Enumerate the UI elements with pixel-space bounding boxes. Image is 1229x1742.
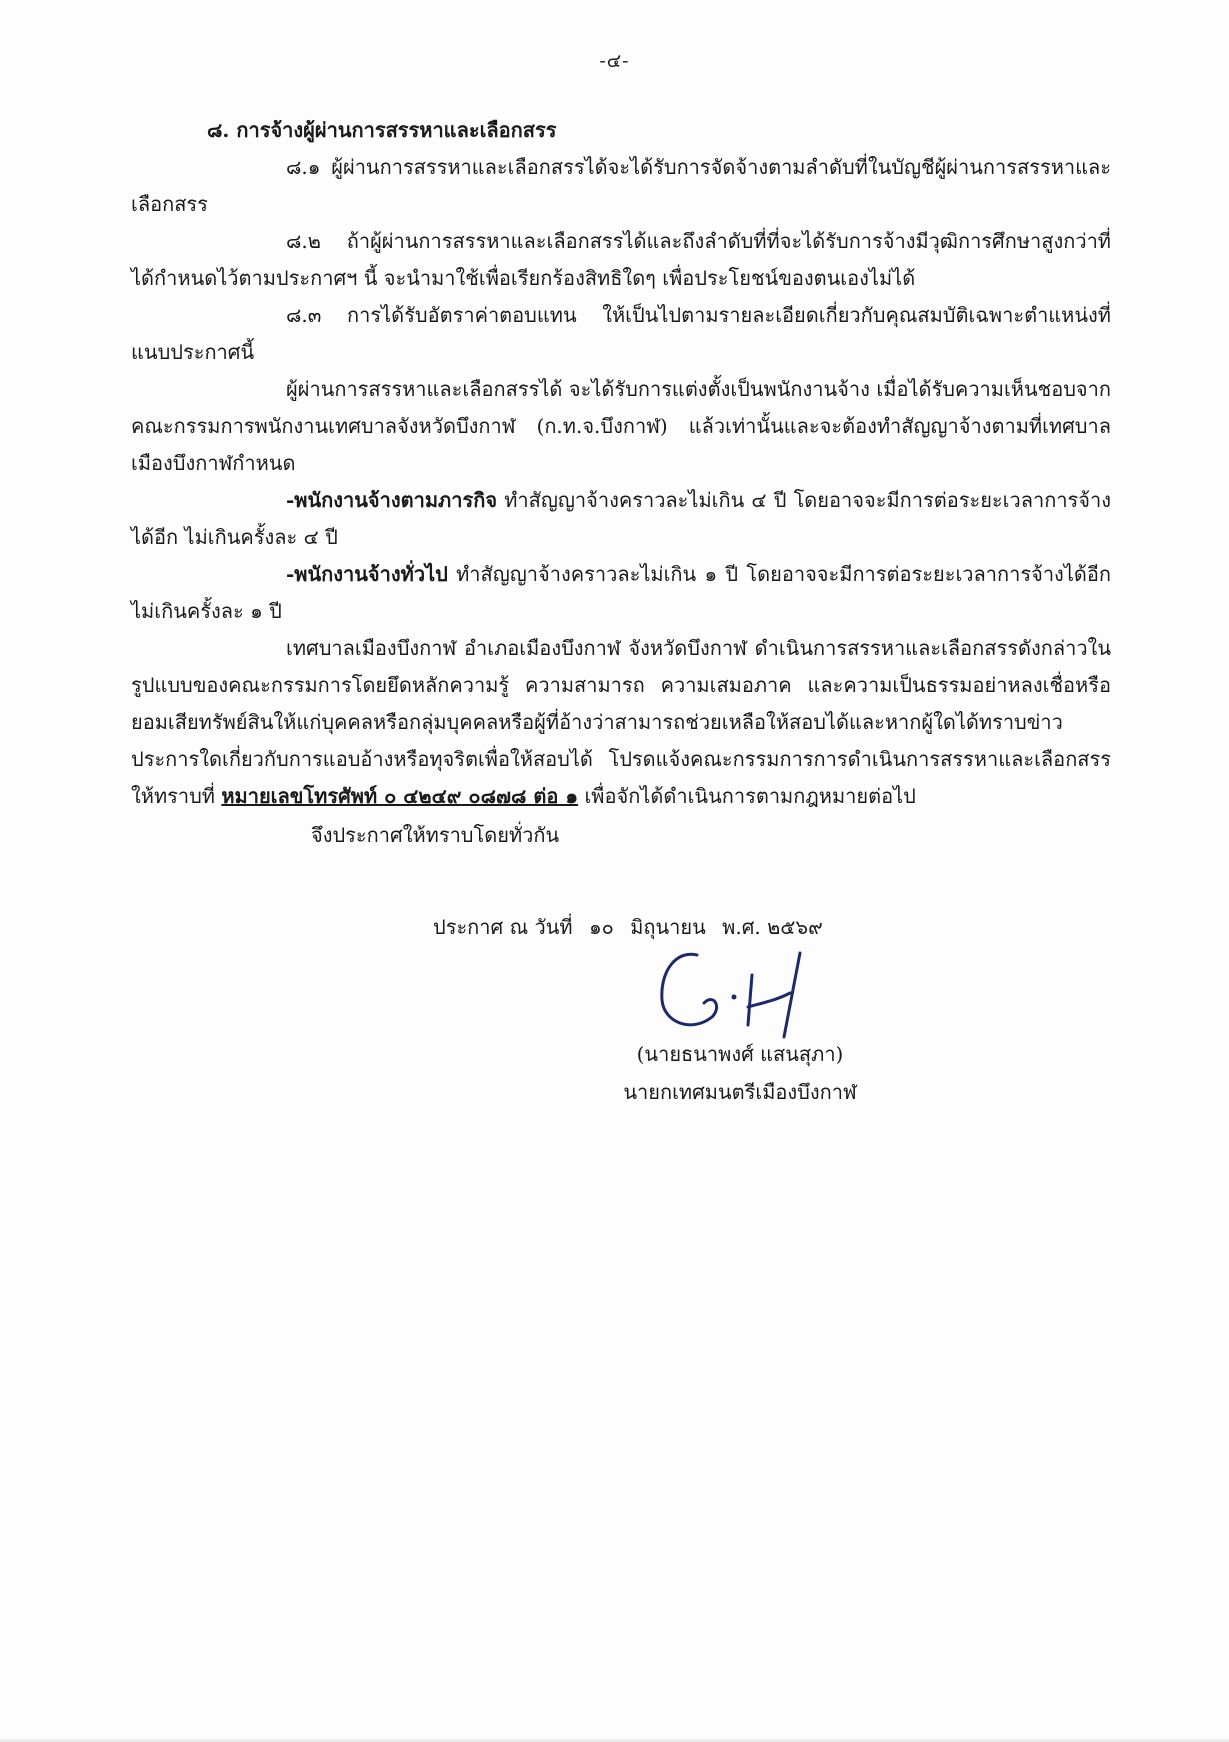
fairness-paragraph bbox=[131, 630, 1111, 815]
clause-8-1: ๘.๑ ผู้ผ่านการสรรหาและเลือกสรรได้จะได้รับการจัดจ้างตามลำดับที่ในบัญชีผู้ผ่านการสรรหาและเลือกสรร bbox=[131, 155, 1111, 216]
fairness-text: เทศบาลเมืองบึงกาฬ อำเภอเมืองบึงกาฬ จังหวัดบึงกาฬ ดำเนินการสรรหาและเลือกสรรดังกล่าวในรูปแบบของคณะกรรมการโดยยึดหลักความรู้ ความสามารถ ความเสมอภาค และความเป็นธรรมอย่าหลงเชื่อหรือยอมเสียทรัพย์สินให้แก่บุคคลหรือกลุ่มบุคคลหรือผู้ที่อ้างว่าสามารถช่วยเหลือให้สอบได้และหากผู้ใดได้ทราบข่าวประการใดเกี่ยวกับการแอบอ้างหรือทุจริตเพื่อให้สอบได้ โปรดแจ้งคณะกรรมการการดำเนินการสรรหาและเลือกสรรให้ทราบที่ bbox=[131, 636, 1111, 808]
announcement-date bbox=[433, 909, 833, 946]
signer-name: (นายธนาพงศ์ แสนสุภา) bbox=[636, 1042, 844, 1066]
date-year: พ.ศ. ๒๕๖๙ bbox=[722, 915, 823, 939]
general-staff-label: -พนักงานจ้างทั่วไป bbox=[286, 562, 448, 586]
closing-line: จึงประกาศให้ทราบโดยทั่วกัน bbox=[311, 823, 560, 847]
mission-staff-text: ทำสัญญาจ้างคราวละไม่เกิน ๔ ปี โดยอาจจะมีการต่อระยะเวลาการจ้างได้อีก ไม่เกินครั้งละ ๔ ปี bbox=[131, 488, 1111, 549]
clause-8-3: ๘.๓ การได้รับอัตราค่าตอบแทน ให้เป็นไปตามรายละเอียดเกี่ยวกับคุณสมบัติเฉพาะตำแหน่งที่แนบประกาศนี้ bbox=[131, 303, 1111, 364]
contact-phone: หมายเลขโทรศัพท์ ๐ ๔๒๔๙ ๐๘๗๘ ต่อ ๑ bbox=[221, 784, 579, 808]
date-prefix: ประกาศ ณ วันที่ bbox=[433, 915, 573, 939]
page-number: -๔- bbox=[599, 50, 630, 72]
date-day: ๑๐ bbox=[588, 915, 614, 939]
general-staff-paragraph bbox=[131, 556, 1111, 630]
signer-title: นายกเทศมนตรีเมืองบึงกาฬ bbox=[623, 1080, 857, 1104]
mission-staff-paragraph bbox=[131, 482, 1111, 556]
general-staff-text: ทำสัญญาจ้างคราวละไม่เกิน ๑ ปี โดยอาจจะมีการต่อระยะเวลาการจ้างได้อีก ไม่เกินครั้งละ ๑ ปี bbox=[131, 562, 1111, 623]
appointment-paragraph: ผู้ผ่านการสรรหาและเลือกสรรได้ จะได้รับการแต่งตั้งเป็นพนักงานจ้าง เมื่อได้รับความเห็นชอบจากคณะกรรมการพนักงานเทศบาลจังหวัดบึงกาฬ (ก.ท.จ.บึงกาฬ) แล้วเท่านั้นและจะต้องทำสัญญาจ้างตามที่เทศบาลเมืองบึงกาฬกำหนด bbox=[131, 377, 1111, 475]
mission-staff-label: -พนักงานจ้างตามภารกิจ bbox=[286, 488, 498, 512]
section-title: ๘. การจ้างผู้ผ่านการสรรหาและเลือกสรร bbox=[207, 118, 557, 142]
fairness-text-end: เพื่อจักได้ดำเนินการตามกฎหมายต่อไป bbox=[578, 784, 916, 808]
document-body bbox=[131, 112, 1111, 854]
date-month: มิถุนายน bbox=[630, 915, 706, 939]
clause-8-2: ๘.๒ ถ้าผู้ผ่านการสรรหาและเลือกสรรได้และถึงลำดับที่ที่จะได้รับการจ้างมีวุฒิการศึกษาสูงกว่าที่ได้กำหนดไว้ตามประกาศฯ นี้ จะนำมาใช้เพื่อเรียกร้องสิทธิใดๆ เพื่อประโยชน์ของตนเองไม่ได้ bbox=[131, 229, 1111, 290]
handwritten-signature bbox=[652, 945, 822, 1045]
